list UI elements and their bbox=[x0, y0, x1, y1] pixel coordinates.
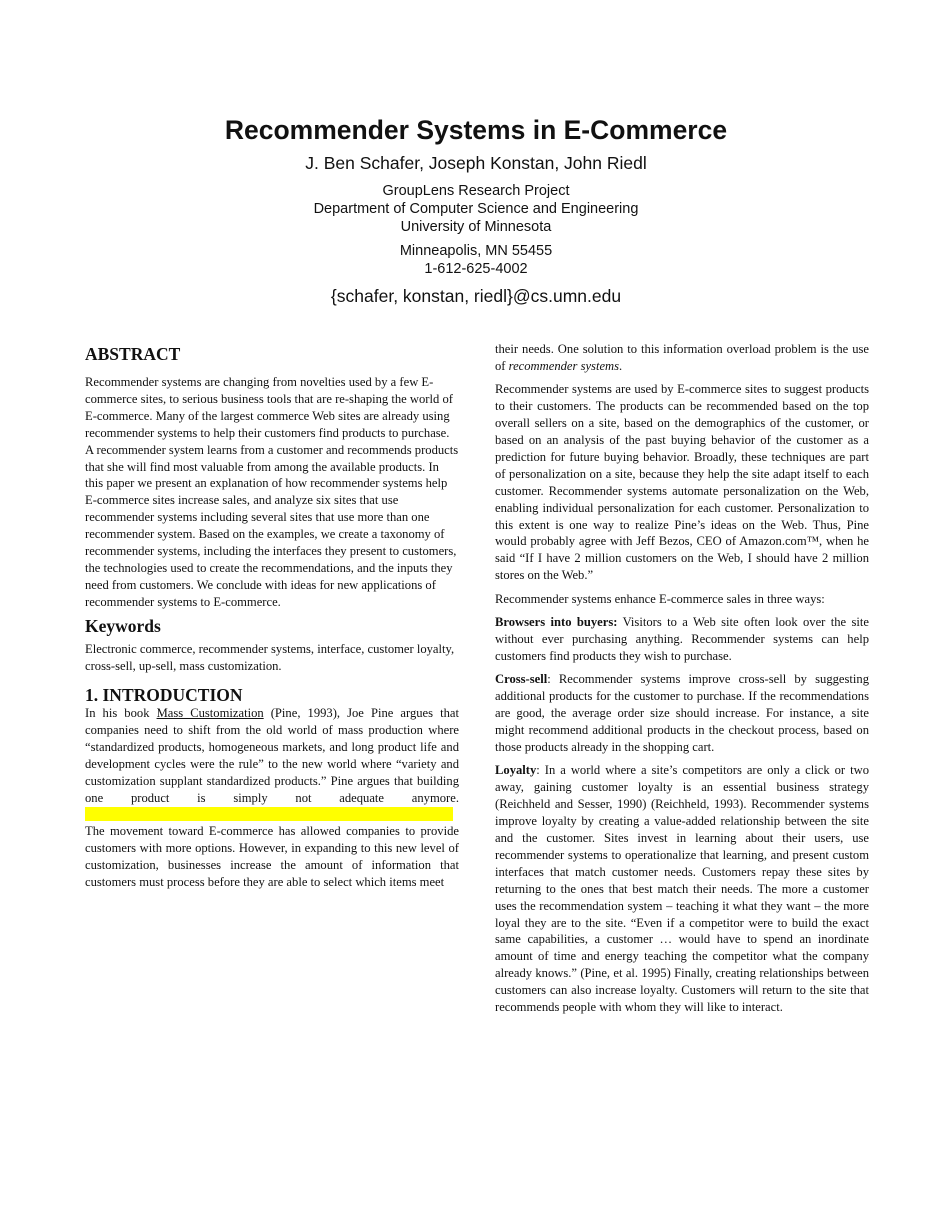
cross-sell-label: Cross-sell bbox=[495, 672, 548, 687]
intro-text-tail: The movement toward E-commerce has allowed companies to provide customers with more options. However, in expanding to this new level of customization, businesses increase the amount of information that customers must process before they are able to select which items meet bbox=[85, 824, 459, 890]
overload-text: their needs. One solution to this information overload problem is the use of bbox=[495, 342, 869, 373]
loyalty-paragraph bbox=[495, 762, 869, 1016]
book-title: Mass Customization bbox=[156, 706, 264, 720]
browsers-label: Browsers into buyers: bbox=[495, 615, 618, 630]
paper-title: Recommender Systems in E-Commerce bbox=[224, 115, 728, 145]
affiliation-university: University of Minnesota bbox=[400, 219, 552, 235]
overload-paragraph bbox=[495, 341, 869, 375]
introduction-heading: 1. INTRODUCTION bbox=[85, 685, 243, 705]
affiliation-department: Department of Computer Science and Engineering bbox=[313, 201, 639, 217]
personalization-paragraph: Recommender systems are used by E-commerce sites to suggest products to their customers. The products can be recommended based on the top overall sellers on a site, based on the demographics of the customer, or based on an analysis of the past buying behavior of the customer as a prediction for future buying behavior. Broadly, these techniques are part of personalization on a site, because they help the site adapt itself to each customer. Recommender systems automate personalization on the Web, enabling individual personalization for each customer. Personalization to this extent is one way to realize Pine’s ideas on the Web. Thus, Pine would probably agree with Jeff Bezos, CEO of Amazon.com™, when he said “If I have 2 million customers on the Web, I should have 2 million stores on the Web.” bbox=[495, 382, 869, 583]
abstract-text: Recommender systems are changing from novelties used by a few E-commerce sites, to serious business tools that are re-shaping the world of E-commerce. Many of the largest commerce Web sites are already using recommender systems to help their customers find products to purchase. A recommender system learns from a customer and recommends products that she will find most valuable from among the available products. In this paper we present an explanation of how recommender systems help E-commerce sites increase sales, and analyze six sites that use recommender systems including several sites that use more than one recommender system. Based on the examples, we create a taxonomy of recommender systems, including the interfaces they present to customers, the technologies used to create the recommendations, and the inputs they need from customers. We conclude with ideas for new applications of recommender systems to E-commerce. bbox=[85, 375, 459, 609]
affiliation-phone: 1-612-625-4002 bbox=[424, 261, 528, 277]
recommender-systems-term: recommender systems bbox=[508, 358, 620, 373]
left-column bbox=[85, 338, 459, 897]
intro-text-before: In his book bbox=[85, 706, 157, 720]
affiliation-project: GroupLens Research Project bbox=[382, 183, 570, 199]
overload-period: . bbox=[619, 358, 623, 373]
intro-text-after: (Pine, 1993), Joe Pine argues that companies need to shift from the old world of mass production where “standardized products, homogeneous markets, and long product life and development cycles were the rule” to the new world where “variety and customization supplant standardized products.” Pine argues that building one product is simply not adequate anymore. bbox=[85, 706, 459, 805]
author-emails: {schafer, konstan, riedl}@cs.umn.edu bbox=[330, 286, 622, 306]
three-ways-paragraph: Recommender systems enhance E-commerce sales in three ways: bbox=[495, 591, 825, 606]
keywords-heading: Keywords bbox=[85, 616, 161, 637]
abstract-heading: ABSTRACT bbox=[85, 344, 181, 364]
paper-header bbox=[0, 112, 952, 308]
cross-sell-paragraph bbox=[495, 671, 869, 756]
highlight-mark bbox=[85, 807, 453, 821]
browsers-paragraph bbox=[495, 614, 869, 665]
browsers-text: Visitors to a Web site often look over the site without ever purchasing anything. Recommender systems can help customers find products they wish to purchase. bbox=[495, 615, 869, 663]
loyalty-text: : In a world where a site’s competitors are only a click or two away, gaining customer loyalty is an essential business strategy (Reichheld and Sesser, 1990) (Reichheld, 1993). Recommender systems improve loyalty by creating a value-added relationship between the site and the customer. Sites invest in learning about their users, use recommender systems to operationalize that learning, and present custom interfaces that match customer needs. Customers repay these sites by returning to the ones that best match their needs. The more a customer uses the recommendation system – teaching it what they want – the more loyal they are to the site. “Even if a competitor were to build the exact same capabilities, a customer … would have to spend an inordinate amount of time and energy teaching the competitor what the company already knows.” (Pine, et al. 1995) Finally, creating relationships between customers can also increase loyalty. Customers will return to the site that recommends people with whom they will like to interact. bbox=[495, 763, 869, 1015]
affiliation-address: Minneapolis, MN 55455 bbox=[399, 243, 553, 259]
loyalty-label: Loyalty bbox=[495, 763, 537, 778]
keywords-text: Electronic commerce, recommender systems, interface, customer loyalty, cross-sell, up-sell, mass customization. bbox=[85, 642, 455, 674]
right-column bbox=[495, 341, 869, 1022]
paper-authors: J. Ben Schafer, Joseph Konstan, John Riedl bbox=[305, 153, 647, 173]
introduction-paragraph bbox=[85, 705, 459, 891]
cross-sell-text: : Recommender systems improve cross-sell by suggesting additional products for the customer to purchase. If the recommendations are good, the average order size should increase. For instance, a site might recommend additional products in the checkout process, based on those products already in the shopping cart. bbox=[495, 672, 869, 754]
